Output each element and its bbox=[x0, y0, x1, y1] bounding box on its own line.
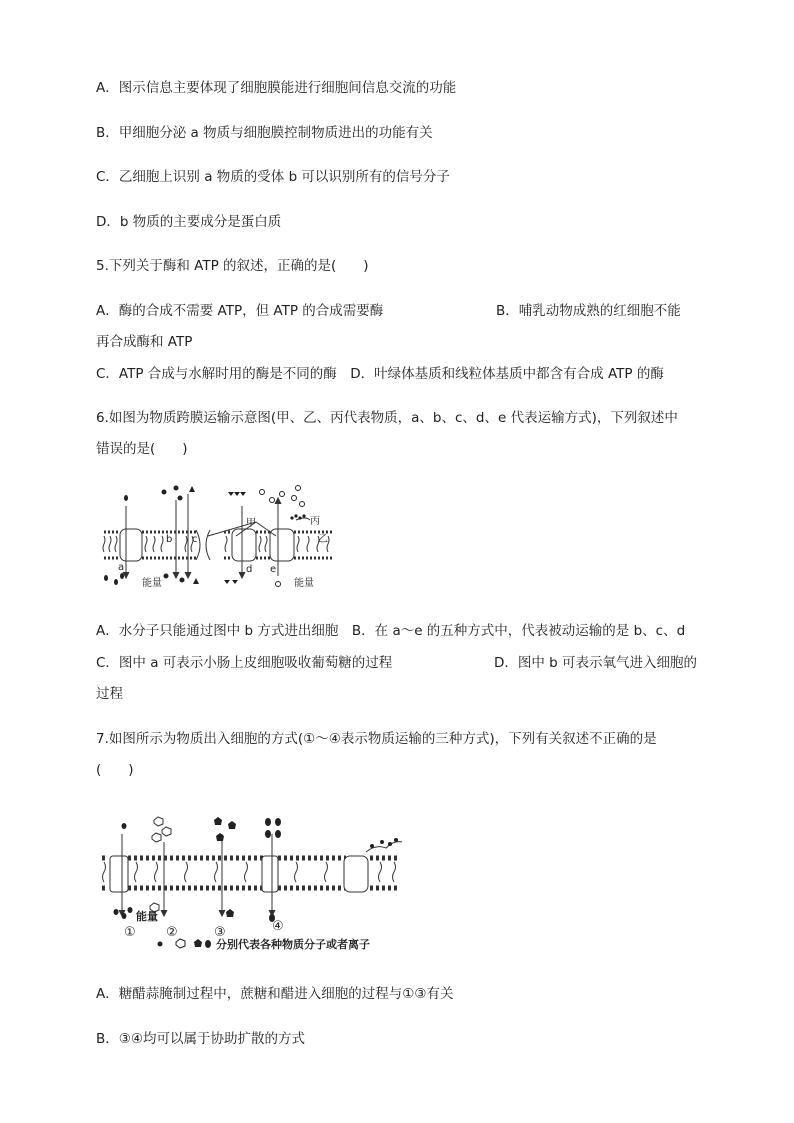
label-a: a bbox=[118, 562, 125, 573]
q5-option-b-cont: 再合成酶和 ATP bbox=[96, 334, 193, 350]
q7-stem: 7.如图所示为物质出入细胞的方式(①～④表示物质运输的三种方式)，下列有关叙述不正确的是 bbox=[96, 731, 657, 747]
mode-2-label: ② bbox=[166, 925, 178, 940]
legend-text: 分别代表各种物质分子或者离子 bbox=[216, 938, 370, 951]
label-bing: 丙 bbox=[310, 516, 320, 527]
label-e: e bbox=[270, 564, 277, 575]
label-c: c bbox=[192, 534, 198, 545]
q7-option-b: B．③④均可以属于协助扩散的方式 bbox=[96, 1031, 305, 1047]
mode-4-label: ④ bbox=[272, 919, 284, 934]
label-yi: 乙 bbox=[318, 534, 328, 545]
q4-option-a: A．图示信息主要体现了细胞膜能进行细胞间信息交流的功能 bbox=[96, 80, 457, 96]
q7-stem-cont: ( ) bbox=[96, 762, 134, 778]
channel-protein-4 bbox=[262, 856, 278, 892]
mode-3-label: ③ bbox=[214, 925, 226, 940]
q6-option-c: C．图中 a 可表示小肠上皮细胞吸收葡萄糖的过程 bbox=[96, 655, 393, 671]
q6-stem: 6.如图为物质跨膜运输示意图(甲、乙、丙代表物质，a、b、c、d、e 代表运输方式)，下列叙述中 bbox=[96, 410, 678, 426]
q6-option-d-cont: 过程 bbox=[96, 686, 123, 702]
membrane-transport-modes-diagram bbox=[96, 812, 406, 954]
q5-option-cd: C．ATP 合成与水解时用的酶是不同的酶 D．叶绿体基质和线粒体基质中都含有合成 ATP 的酶 bbox=[96, 366, 664, 382]
q5-option-a: A．酶的合成不需要 ATP，但 ATP 的合成需要酶 bbox=[96, 303, 384, 319]
q5-option-b: B．哺乳动物成熟的红细胞不能 bbox=[496, 303, 681, 319]
label-b: b bbox=[166, 534, 173, 545]
membrane-transport-diagram bbox=[96, 480, 336, 592]
carrier-protein-1 bbox=[110, 856, 128, 892]
q4-option-b: B．甲细胞分泌 a 物质与细胞膜控制物质进出的功能有关 bbox=[96, 125, 433, 141]
energy-label: 能量 bbox=[136, 910, 158, 923]
q6-option-d: D．图中 b 可表示氧气进入细胞的 bbox=[494, 655, 698, 671]
mode-1-label: ① bbox=[124, 925, 136, 940]
q4-option-d: D．b 物质的主要成分是蛋白质 bbox=[96, 214, 282, 230]
q7-option-a: A．糖醋蒜腌制过程中，蔗糖和醋进入细胞的过程与①③有关 bbox=[96, 986, 454, 1002]
q6-stem-cont: 错误的是( ) bbox=[96, 441, 188, 457]
channel-protein-c bbox=[196, 530, 210, 560]
label-jia: 甲 bbox=[246, 518, 256, 529]
energy-label-2: 能量 bbox=[294, 578, 314, 589]
receptor-protein bbox=[344, 856, 368, 892]
energy-label-1: 能量 bbox=[142, 578, 162, 589]
q6-options-ab: A．水分子只能通过图中 b 方式进出细胞 B．在 a～e 的五种方式中，代表被动运输的是 b、c、d bbox=[96, 623, 686, 639]
label-d: d bbox=[246, 564, 253, 575]
carrier-protein-a bbox=[120, 529, 142, 561]
q5-stem: 5.下列关于酶和 ATP 的叙述，正确的是( ) bbox=[96, 258, 369, 274]
q4-option-c: C．乙细胞上识别 a 物质的受体 b 可以识别所有的信号分子 bbox=[96, 169, 450, 185]
carrier-protein-d bbox=[232, 529, 256, 561]
